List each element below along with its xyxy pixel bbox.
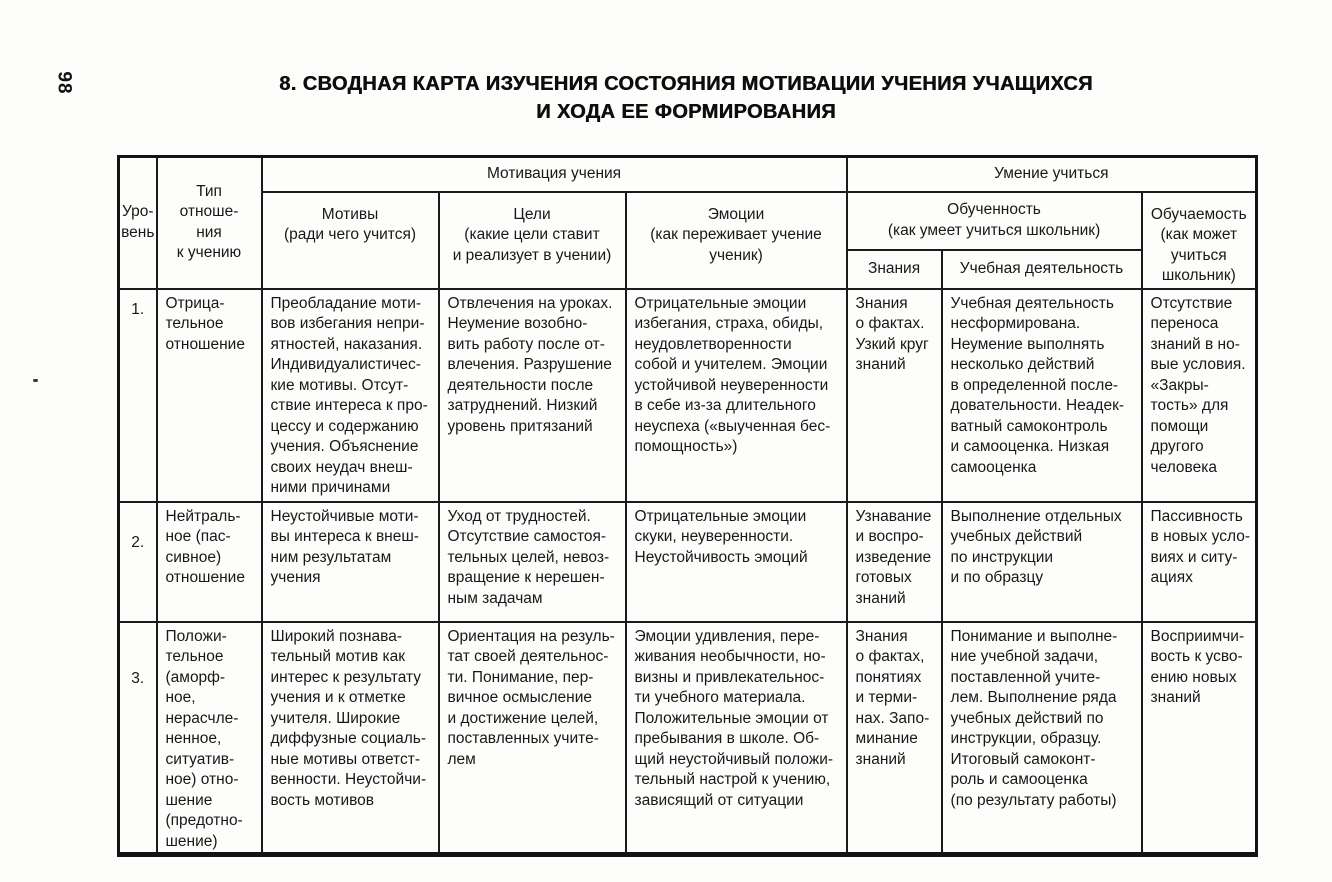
- table-row-level-1: [119, 289, 1257, 502]
- motives-cell: Неустойчивые моти- вы интереса к внеш- ним результатам учения: [262, 502, 439, 622]
- attitude-type-cell: Положи- тельное (аморф- ное, нерасчле- ненное, ситуатив- ное) отно- шение (предотно- шение): [157, 622, 262, 855]
- attitude-type-cell: Нейтраль- ное (пас- сивное) отношение: [157, 502, 262, 622]
- header-trained-group: Обученность (как умеет учиться школьник): [847, 192, 1142, 250]
- page-number: 98: [53, 71, 75, 95]
- learnability-cell: Пассивность в новых усло- виях и ситу- ациях: [1142, 502, 1257, 622]
- header-row-groups: [119, 157, 1257, 192]
- attitude-type-cell: Отрица- тельное отношение: [157, 289, 262, 502]
- knowledge-cell: Знания о фактах. Узкий круг знаний: [847, 289, 942, 502]
- learning-activity-cell: Выполнение отдельных учебных действий по инструкции и по образцу: [942, 502, 1142, 622]
- knowledge-cell: Знания о фактах, понятиях и терми- нах. Запо- минание знаний: [847, 622, 942, 855]
- knowledge-cell: Узнавание и воспро- изведение готовых знаний: [847, 502, 942, 622]
- learning-activity-cell: Учебная деятельность несформирована. Неумение выполнять несколько действий в определенной после- довательности. Неадек- ватный самоконтроль и самооценка. Низкая самооценка: [942, 289, 1142, 502]
- header-row-subgroups: [119, 192, 1257, 250]
- header-learnability: Обучаемость (как может учиться школьник): [1142, 192, 1257, 289]
- header-emotions: Эмоции (как переживает учение ученик): [626, 192, 847, 289]
- header-level: Уро- вень: [119, 157, 157, 289]
- level-cell: 1.: [119, 289, 157, 502]
- header-ability-group: Умение учиться: [847, 157, 1257, 192]
- learnability-cell: Отсутствие переноса знаний в но- вые условия. «Закры- тость» для помощи другого человека: [1142, 289, 1257, 502]
- learnability-cell: Восприимчи- вость к усво- ению новых знаний: [1142, 622, 1257, 855]
- table-row-level-3: [119, 622, 1257, 855]
- header-knowledge: Знания: [847, 250, 942, 289]
- motivation-summary-table: [117, 155, 1257, 857]
- summary-table: [117, 155, 1258, 857]
- header-goals: Цели (какие цели ставит и реализует в учении): [439, 192, 626, 289]
- header-motives: Мотивы (ради чего учится): [262, 192, 439, 289]
- level-cell: 3.: [119, 622, 157, 855]
- motives-cell: Преобладание моти- вов избегания непри- ятностей, наказания. Индивидуалистичес- кие мотивы. Отсут- ствие интереса к про- цессу и содержанию учения. Объяснение своих неудач внеш- ними причинами: [262, 289, 439, 502]
- emotions-cell: Отрицательные эмоции избегания, страха, обиды, неудовлетворенности собой и учителем. Эмоции устойчивой неуверенности в себе из-за длительного неуспеха («выученная бес- помощность»): [626, 289, 847, 502]
- level-cell: 2.: [119, 502, 157, 622]
- header-learning-activity: Учебная деятельность: [942, 250, 1142, 289]
- learning-activity-cell: Понимание и выполне- ние учебной задачи, поставленной учите- лем. Выполнение ряда учебных действий по инструкции, образцу. Итоговый самоконт- роль и самооценка (по результату работы): [942, 622, 1142, 855]
- motives-cell: Широкий познава- тельный мотив как интерес к результату учения и к отметке учителя. Широкие диффузные социаль- ные мотивы ответст- венности. Неустойчи- вость мотивов: [262, 622, 439, 855]
- goals-cell: Уход от трудностей. Отсутствие самостоя- тельных целей, невоз- вращение к нерешен- ным задачам: [439, 502, 626, 622]
- goals-cell: Ориентация на резуль- тат своей деятельнос- ти. Понимание, пер- вичное осмысление и достижение целей, поставленных учите- лем: [439, 622, 626, 855]
- header-motivation-group: Мотивация учения: [262, 157, 847, 192]
- emotions-cell: Эмоции удивления, пере- живания необычности, но- визны и привлекательнос- ти учебного материала. Положительные эмоции от пребывания в школе. Об- щий неустойчивый положи- тельный настрой к учению, зависящий от ситуации: [626, 622, 847, 855]
- emotions-cell: Отрицательные эмоции скуки, неуверенности. Неустойчивость эмоций: [626, 502, 847, 622]
- table-row-level-2: [119, 502, 1257, 622]
- goals-cell: Отвлечения на уроках. Неумение возобно- вить работу после от- влечения. Разрушение деятельности после затруднений. Низкий уровень притязаний: [439, 289, 626, 502]
- margin-mark: [33, 379, 38, 382]
- header-attitude-type: Тип отноше- ния к учению: [157, 157, 262, 289]
- page-title: 8. СВОДНАЯ КАРТА ИЗУЧЕНИЯ СОСТОЯНИЯ МОТИВАЦИИ УЧЕНИЯ УЧАЩИХСЯ И ХОДА ЕЕ ФОРМИРОВАНИЯ: [279, 73, 1093, 123]
